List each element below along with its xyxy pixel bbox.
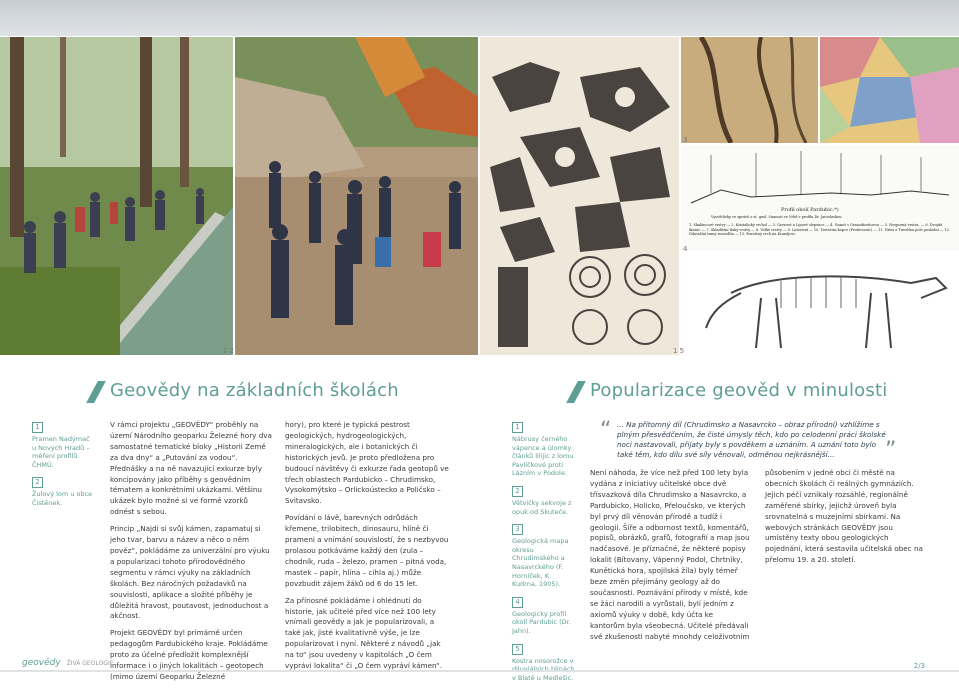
caption-number: 2 [32, 477, 43, 488]
page-number: 2/3 [913, 662, 925, 670]
right-captions [512, 422, 578, 690]
section-legend: 1. Skaláncové vrstvy — 2. Kristalický vrchol — 3. Gresové a Lipové slepence — 4. Granit s Granodioritovou — 5. Nesporná vrstva. — 6. Dvojitá tkaniv. — 7. Skladištní tlaky vrstvy — 8. Velké vrstvy — 9. Laterivní — 10. Terciérní kopce (Proterozoic) — 11. Nitra z Trenčína pole poslední — 12. Diluviální trany rozsedlin — 13. Posvátný vrch na Kranějovi. [689, 223, 951, 236]
caption-item [512, 597, 578, 636]
paragraph: působením v jedné obci či městě na obecních školách či reálných gymnáziích. Jejich péčí vznikaly rozsáhlé, regionálně zaměřené sbírky, jejichž úroveň byla srovnatelná s muzejními sbírkami. Na webových stránkách GEOVĚDY jsou umístěny texty obou geologických pojednání, která sestavila učitelská obec na přelomu 19. a 20. století. [765, 468, 923, 565]
paragraph: Projekt GEOVĚDY byl primárně určen pedagogům Pardubického kraje. Pokládáme proto za účelné předložit komplexnější informace i o jiných lokalitách – geotopech (mimo území Geoparku Železné [110, 628, 268, 681]
photo-quarry-group [235, 37, 478, 355]
caption-text: Nábrusy černého vápence a úlomky článků lilijic z lomu Pavlíčkové proti Lázním v Podole. [512, 435, 574, 478]
caption-text: Geologický profil okolí Pardubic (Dr. Jahn). [512, 609, 571, 635]
photo-badge-left: 1 2 [223, 347, 235, 355]
caption-text: Žulový lom u obce Čistěnek. [32, 490, 93, 507]
left-column-1 [110, 420, 273, 689]
paragraph: V rámci projektu „GEOVĚDY“ proběhly na území Národního geoparku Železné hory dva samostatné tematické bloky „Historii Země za dva dny“ a „Putování za vodou“. Přednášky a na ně navazující exkurze byly koncipovány jako příběhy s geovědním tématem a konkrétními ukázkami. Většinu ukázek bylo možné si ve formě vzorků odnést s sebou. [110, 420, 272, 517]
caption-number: 3 [512, 524, 523, 535]
caption-number: 5 [512, 644, 523, 655]
left-column-2 [285, 420, 450, 678]
section-subheading: Vysvětlivky ve zprávě o st. geol. činnosti ve Vrbě v profilu Dr. Jaroslavkou. [711, 215, 843, 219]
caption-text: Geologická mapa okresu Chrudimského a Nasavrckého (F. Horníček, K. Kudrna, 1905). [512, 537, 569, 589]
caption-number: 2 [512, 486, 523, 497]
caption-item [512, 422, 578, 478]
photo-badge-4: 4 [683, 245, 688, 253]
section-heading-right: Popularizace geověd v minulosti [590, 380, 888, 401]
pullquote: ... Na přítomný díl (Chrudimsko a Nasavrcko – obraz přírodní) vzhlížíme s plným přesvědčením, že čisté úmysly těch, kdo po celodenní práci školské noci nastavovali, přijaty byly s povděkem a uznáním. A uznání toto bylo také těm, kdo dílu své síly věnovali, odměnou nejkrásnější... [617, 420, 886, 459]
caption-item [512, 644, 578, 683]
caption-number: 4 [512, 597, 523, 608]
photo-fossil-plate [480, 37, 679, 355]
geologic-section-profile [681, 145, 959, 251]
quote-close-mark: ” [885, 438, 897, 463]
caption-text: Pramen Nadýmač u Nových Hradů – měření profilů ČHMÚ. [32, 435, 90, 469]
caption-number: 1 [512, 422, 523, 433]
logo-subtitle: ŽIVÁ GEOLOGIE [66, 660, 114, 667]
heading-slash-right [566, 381, 586, 403]
caption-item [32, 477, 94, 507]
section-heading-left: Geovědy na základních školách [110, 380, 399, 401]
photo-rhino-skeleton [681, 253, 959, 355]
caption-text: Větvičky sekvoje z opuk od Skuteče. [512, 498, 572, 516]
footer-logo [22, 658, 114, 668]
top-band [0, 0, 959, 36]
paragraph: hory), pro které je typická pestrost geologických, hydrogeologických, mineralogických, ale i botanických či historických jevů. Je proto předložena pro budoucí návštěvy či exkurze řada geotopů ve třech oblastech Pardubicko – Chrudimsko, Vysokomýtsko – Orlickoústecko a Poličsko – Svitavsko. [285, 420, 449, 506]
photo-sequoia-twigs [681, 37, 818, 143]
right-column-1 [590, 468, 750, 649]
left-captions [32, 422, 94, 516]
caption-item [32, 422, 94, 469]
caption-item [512, 486, 578, 516]
photo-geological-map [820, 37, 959, 143]
photo-badge-3: 3 [683, 136, 688, 144]
quote-open-mark: “ [600, 418, 612, 443]
paragraph: Není náhoda, že více než před 100 lety byla vydána z iniciativy učitelské obce dvě třísvazková díla Chrudimsko a Nasavrcko, a Pardubicko, Holicko, Přeloučsko, ve kterých byl prvý díl věnován přírodě a tudíž i geologii. Šíře a odbornost textů, komentářů, popisů, obrázků, grafů, fotografií a map jsou nadčasové. Je příznačné, že některé popisy lokalit (Bítovany, Vápenný Podol, Chrtníky, Kunětická hora, spojilská žíla) byly témeř beze změn přejímány geology až do současnosti. Poznávání přírody v místě, kde se žáci narodili a vyrůstali, bylí jedním z axiomů výuky v době, kdy účta ke kantorům byla všeobecná. Učitelé předávali své zkušenosti nabyté mnohdy celoživotním [590, 468, 750, 641]
paragraph: Princip „Najdi si svůj kámen, zapamatuj si jeho tvar, barvu a název a něco o něm pověz“, pokládáme za univerzální pro výuku a popularizaci tohoto přírodovědného segmentu v rámci výuky na základních školách. Bez náročných požadavků na souvislosti, aplikace a složité příběhy je důležitá hravost, poutavost, jednoduchost a akčnost. [110, 524, 270, 621]
right-column-2 [765, 468, 925, 572]
paragraph: Povídání o lávě, barevných odrůdách křemene, trilobitech, dinosauru, hlíně či prameni a vnímání souvislostí, že s nezbyvou prolasou potkáváme každý den (zula – chodník, ruda – železo, pramen – pitná voda, mastek – papír, hlína – cihla aj.) může povzbudit zájem žáků od 6 do 15 let. [285, 513, 449, 588]
caption-number: 1 [32, 422, 43, 433]
heading-slash-left [86, 381, 106, 403]
caption-item [512, 524, 578, 589]
paragraph: Za přínosné pokládáme i ohlédnutí do historie, jak učitelé před více než 100 lety vnímali geovědy a jak je popularizovali, a také jak, jisté kvalitativně výše, je lze popularizovat i nyní. Některé z návodů „jak na to“ jsou uvedeny v kapitolách „O čem vyprávi lokalita“ či „O čem vypráví kámen“. [285, 595, 443, 671]
photo-badge-right: 1 5 [673, 347, 685, 355]
logo-text: geovědy [22, 658, 61, 668]
photo-stream-group [0, 37, 233, 355]
section-heading: Profil okolí Pardubic.*) [781, 207, 839, 213]
caption-text: Kostra nosorožce v v Blatě u Medlešic. [512, 656, 574, 682]
